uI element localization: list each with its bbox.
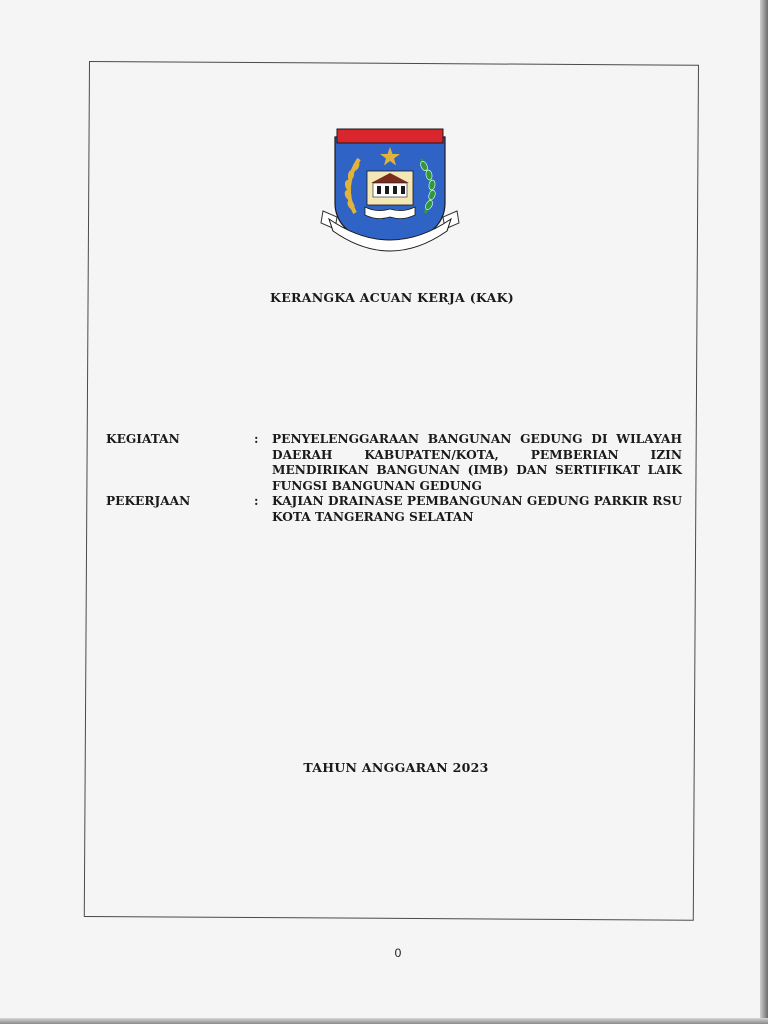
pekerjaan-label: PEKERJAAN [106, 494, 191, 508]
page-number: 0 [394, 946, 402, 960]
kegiatan-colon: : [254, 432, 259, 446]
pekerjaan-colon: : [254, 494, 259, 508]
budget-year: TAHUN ANGGARAN 2023 [303, 760, 489, 775]
document-title: KERANGKA ACUAN KERJA (KAK) [270, 290, 514, 305]
kegiatan-label: KEGIATAN [106, 432, 180, 446]
kota-tangerang-selatan-emblem-icon [315, 125, 465, 260]
scan-edge-shadow [760, 0, 768, 1024]
pekerjaan-value: KAJIAN DRAINASE PEMBANGUNAN GEDUNG PARKIR RSU KOTA TANGERANG SELATAN [272, 494, 682, 524]
kegiatan-value: PENYELENGGARAAN BANGUNAN GEDUNG DI WILAYAH DAERAH KABUPATEN/KOTA, PEMBERIAN IZIN MENDIRIKAN BANGUNAN (IMB) DAN SERTIFIKAT LAIK FUNGSI BANGUNAN GEDUNG [272, 432, 682, 493]
scan-bottom-shadow [0, 1018, 768, 1024]
